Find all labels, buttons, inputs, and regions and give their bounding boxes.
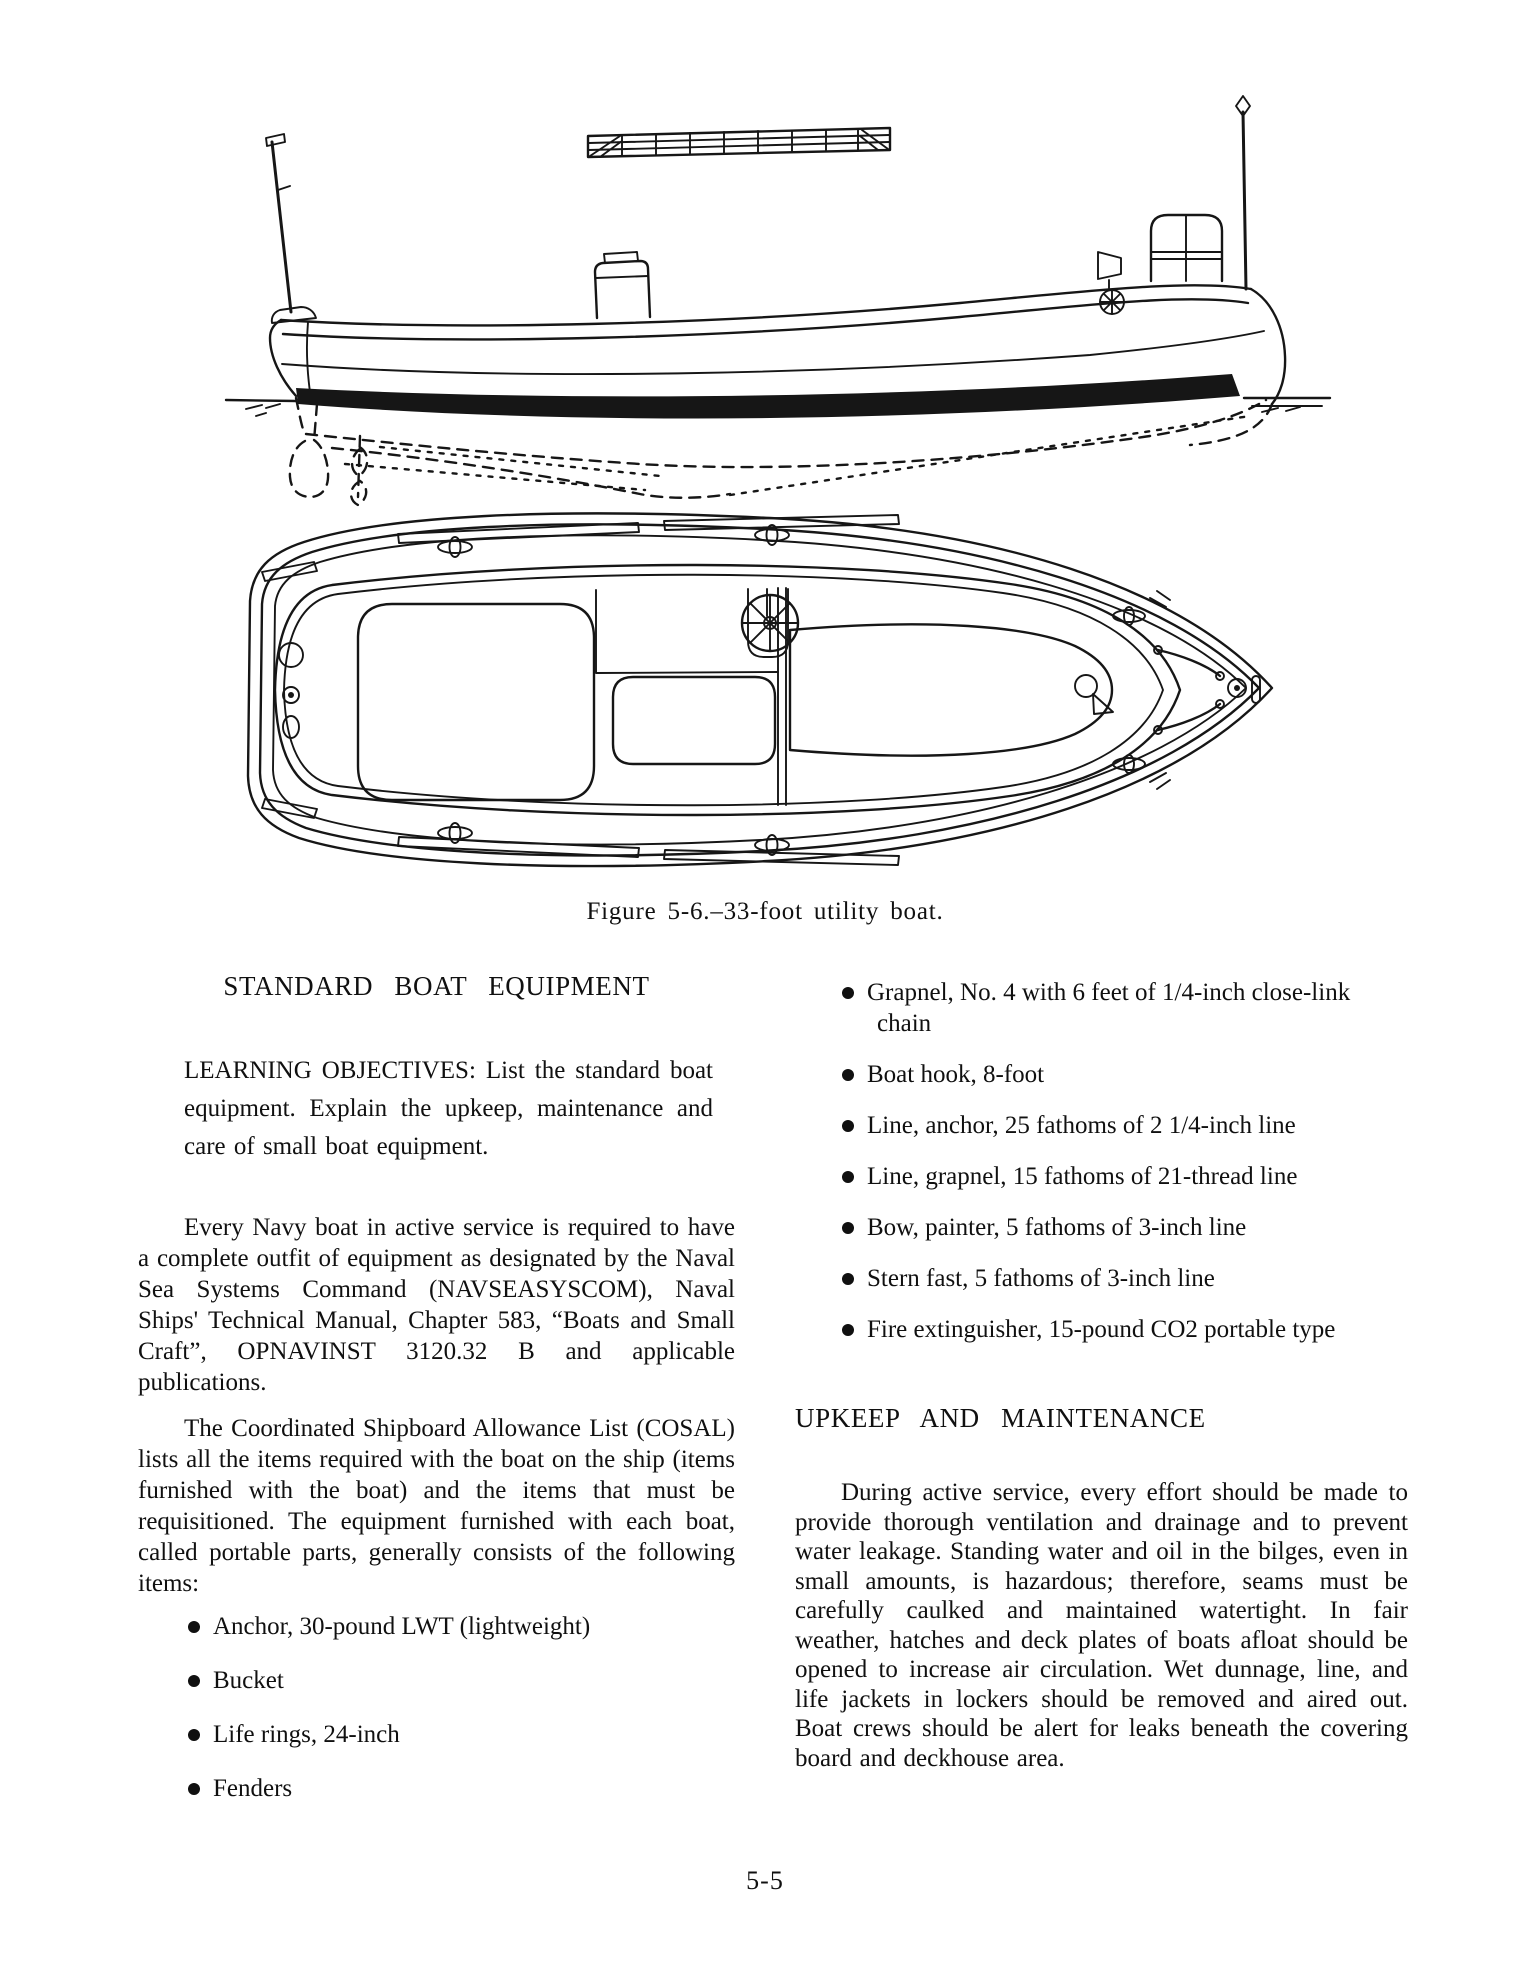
ensign-staff: [266, 134, 316, 323]
list-item: [138, 1773, 735, 1804]
equipment-list-left: [138, 1611, 735, 1804]
list-item-label: Line, anchor, 25 fathoms of 2 1/4-inch line: [867, 1112, 1296, 1139]
list-item: [795, 1161, 1408, 1192]
page-number: 5-5: [746, 1866, 784, 1895]
cockpit-coaming: [275, 565, 1180, 815]
list-item-label: Boat hook, 8-foot: [867, 1061, 1045, 1088]
paragraph-navy-boat: Every Navy boat in active service is required to have a complete outfit of equipment as designated by the Naval Sea Systems Command (NAVSEASYSCOM), Naval Ships' Technical Manual, Chapter 583, “Boats and Small Craft”, OPNAVINST 3120.32 B and applicable publications.: [138, 1214, 735, 1396]
deck-plan-view: [248, 513, 1272, 866]
list-item-label: Bow, painter, 5 fathoms of 3-inch line: [867, 1214, 1247, 1241]
right-column: [795, 955, 1408, 1773]
list-item: [795, 1059, 1408, 1090]
list-item-label: Grapnel, No. 4 with 6 feet of 1/4-inch close-link chain: [867, 979, 1351, 1037]
heading-upkeep-maintenance: UPKEEP AND MAINTENANCE: [795, 1403, 1206, 1433]
figure-boat-drawing: [0, 0, 1530, 950]
aft-cockpit-opening: [358, 604, 594, 800]
boot-top-band: [296, 374, 1240, 418]
list-item-label: Life rings, 24-inch: [213, 1721, 400, 1748]
grating: [588, 128, 890, 157]
side-elevation-view: [226, 96, 1330, 505]
list-item-label: Fire extinguisher, 15-pound CO2 portable type: [867, 1316, 1336, 1343]
rudder: [290, 440, 328, 497]
stern-fittings: [279, 643, 303, 738]
list-item-label: Stern fast, 5 fathoms of 3-inch line: [867, 1265, 1215, 1292]
list-item: [795, 1110, 1408, 1141]
equipment-list-right: [795, 977, 1408, 1345]
paragraph-cosal: The Coordinated Shipboard Allowance List (COSAL) lists all the items required with the boat on the ship (items furnished with the boat) and the items that must be requisitioned. The equipment furnished with each boat, called portable parts, generally consists of the following items:: [138, 1415, 735, 1597]
learning-objectives: LEARNING OBJECTIVES: List the standard boat equipment. Explain the upkeep, maintenance and care of small boat equipment.: [184, 1057, 713, 1160]
list-item: [795, 1314, 1408, 1345]
list-item: [795, 1263, 1408, 1294]
heading-standard-boat-equipment: STANDARD BOAT EQUIPMENT: [223, 971, 650, 1001]
bulkhead-lines: [596, 588, 786, 805]
list-item: [138, 1719, 735, 1750]
list-item-label: Bucket: [213, 1667, 284, 1694]
paragraph-upkeep: During active service, every effort should be made to provide thorough ventilation and drainage and to prevent water leakage. Standing water and oil in the bilges, even in small amounts, is hazardous; therefore, seams must be carefully caulked and maintained watertight. In fair weather, hatches and deck plates of boats afloat should be opened to increase air circulation. Wet dunnage, line, and life jackets in lockers should be removed and aired out. Boat crews should be alert for leaks beneath the covering board and deckhouse area.: [795, 1479, 1408, 1772]
engine-hatch: [613, 677, 775, 764]
list-item-label: Anchor, 30-pound LWT (lightweight): [213, 1613, 591, 1640]
list-item: [138, 1665, 735, 1696]
figure-caption: Figure 5-6.–33-foot utility boat.: [586, 898, 944, 925]
list-item-label: Fenders: [213, 1775, 293, 1802]
left-column: [138, 955, 735, 1827]
engine-box-profile: [595, 252, 650, 318]
list-item: [795, 977, 1408, 1039]
list-item: [795, 1212, 1408, 1243]
jackstaff: [1236, 96, 1250, 289]
grab-rail: [1151, 215, 1222, 281]
forward-compartment-opening: [790, 624, 1112, 755]
list-item: [138, 1611, 735, 1642]
list-item-label: Line, grapnel, 15 fathoms of 21-thread line: [867, 1163, 1298, 1190]
propeller: [351, 436, 367, 505]
